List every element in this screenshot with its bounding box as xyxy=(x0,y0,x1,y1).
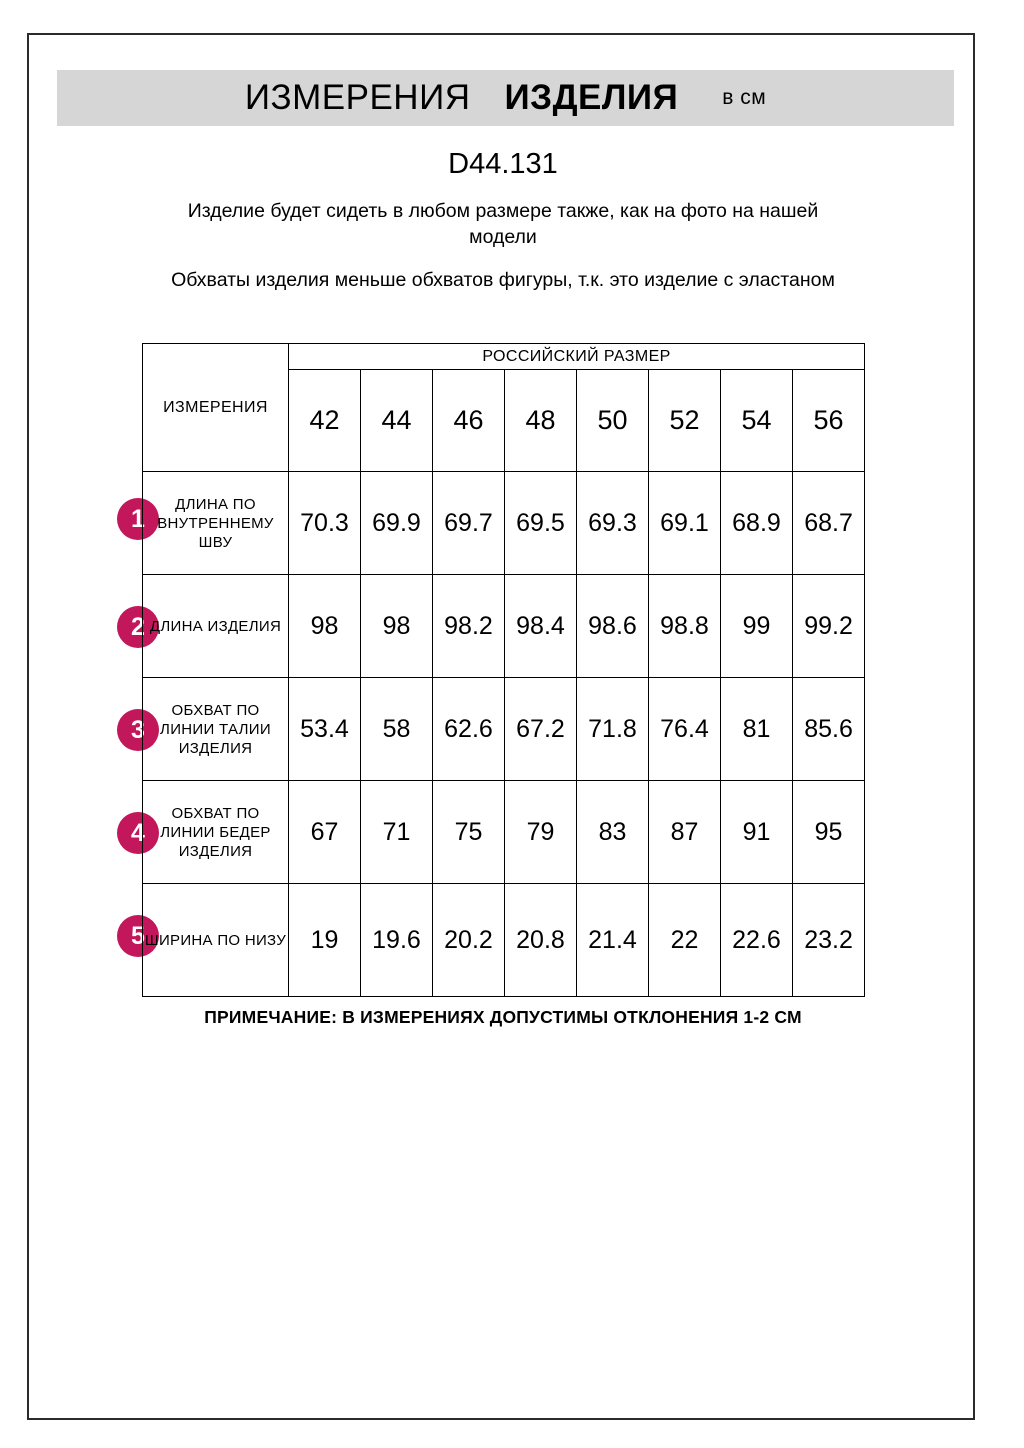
cell-r1-c48: 69.5 xyxy=(505,472,577,575)
row-label-inseam-length: ДЛИНА ПО ВНУТРЕННЕМУ ШВУ xyxy=(143,472,289,575)
cell-r3-c56: 85.6 xyxy=(793,678,865,781)
cell-r4-c52: 87 xyxy=(649,781,721,884)
cell-r2-c42: 98 xyxy=(289,575,361,678)
cell-r3-c46: 62.6 xyxy=(433,678,505,781)
page-frame xyxy=(27,33,975,1420)
table-row xyxy=(143,884,865,997)
product-code: D44.131 xyxy=(448,148,558,180)
cell-r3-c54: 81 xyxy=(721,678,793,781)
note-fit: Изделие будет сидеть в любом размере также, как на фото на нашей модели xyxy=(187,200,819,248)
size-table xyxy=(142,343,865,997)
cell-r1-c44: 69.9 xyxy=(361,472,433,575)
cell-r4-c50: 83 xyxy=(577,781,649,884)
cell-r2-c48: 98.4 xyxy=(505,575,577,678)
cell-r5-c44: 19.6 xyxy=(361,884,433,997)
page-title-secondary: ИЗДЕЛИЯ xyxy=(504,78,679,117)
row-label-hip-girth: ОБХВАТ ПО ЛИНИИ БЕДЕР ИЗДЕЛИЯ xyxy=(143,781,289,884)
cell-r4-c54: 91 xyxy=(721,781,793,884)
row-badge-2: 2 xyxy=(117,606,159,648)
table-row xyxy=(143,472,865,575)
size-header-48: 48 xyxy=(505,370,577,472)
cell-r4-c56: 95 xyxy=(793,781,865,884)
cell-r3-c50: 71.8 xyxy=(577,678,649,781)
row-badge-4: 4 xyxy=(117,812,159,854)
cell-r2-c52: 98.8 xyxy=(649,575,721,678)
cell-r3-c48: 67.2 xyxy=(505,678,577,781)
footer-note: ПРИМЕЧАНИЕ: В ИЗМЕРЕНИЯХ ДОПУСТИМЫ ОТКЛОНЕНИЯ 1-2 СМ xyxy=(204,1007,802,1027)
note-elastane: Обхваты изделия меньше обхватов фигуры, т.к. это изделие с эластаном xyxy=(171,269,835,291)
page-title-primary: ИЗМЕРЕНИЯ xyxy=(244,78,471,117)
cell-r1-c54: 68.9 xyxy=(721,472,793,575)
cell-r5-c50: 21.4 xyxy=(577,884,649,997)
cell-r2-c46: 98.2 xyxy=(433,575,505,678)
size-header-50: 50 xyxy=(577,370,649,472)
group-header-russian-size: РОССИЙСКИЙ РАЗМЕР xyxy=(289,344,865,370)
size-header-52: 52 xyxy=(649,370,721,472)
row-label-bottom-width: ШИРИНА ПО НИЗУ xyxy=(143,884,289,997)
row-label-product-length: ДЛИНА ИЗДЕЛИЯ xyxy=(143,575,289,678)
size-header-44: 44 xyxy=(361,370,433,472)
cell-r5-c46: 20.2 xyxy=(433,884,505,997)
cell-r2-c50: 98.6 xyxy=(577,575,649,678)
cell-r5-c52: 22 xyxy=(649,884,721,997)
cell-r3-c44: 58 xyxy=(361,678,433,781)
cell-r5-c54: 22.6 xyxy=(721,884,793,997)
cell-r4-c48: 79 xyxy=(505,781,577,884)
row-label-waist-girth: ОБХВАТ ПО ЛИНИИ ТАЛИИ ИЗДЕЛИЯ xyxy=(143,678,289,781)
size-header-42: 42 xyxy=(289,370,361,472)
cell-r5-c56: 23.2 xyxy=(793,884,865,997)
table-row xyxy=(143,678,865,781)
cell-r1-c46: 69.7 xyxy=(433,472,505,575)
cell-r2-c44: 98 xyxy=(361,575,433,678)
row-badge-5: 5 xyxy=(117,915,159,957)
table-row xyxy=(143,781,865,884)
cell-r3-c42: 53.4 xyxy=(289,678,361,781)
cell-r2-c54: 99 xyxy=(721,575,793,678)
size-header-54: 54 xyxy=(721,370,793,472)
cell-r2-c56: 99.2 xyxy=(793,575,865,678)
table-row xyxy=(143,575,865,678)
unit-label: в см xyxy=(722,86,767,109)
cell-r3-c52: 76.4 xyxy=(649,678,721,781)
size-header-46: 46 xyxy=(433,370,505,472)
cell-r4-c44: 71 xyxy=(361,781,433,884)
cell-r4-c46: 75 xyxy=(433,781,505,884)
cell-r1-c50: 69.3 xyxy=(577,472,649,575)
cell-r1-c42: 70.3 xyxy=(289,472,361,575)
size-header-56: 56 xyxy=(793,370,865,472)
row-badge-3: 3 xyxy=(117,709,159,751)
measure-column-header: ИЗМЕРЕНИЯ xyxy=(143,344,289,472)
row-badge-1: 1 xyxy=(117,498,159,540)
cell-r1-c56: 68.7 xyxy=(793,472,865,575)
cell-r5-c42: 19 xyxy=(289,884,361,997)
cell-r4-c42: 67 xyxy=(289,781,361,884)
title-band xyxy=(57,70,954,126)
size-table-container xyxy=(142,343,864,997)
table-group-header-row xyxy=(143,344,865,370)
cell-r1-c52: 69.1 xyxy=(649,472,721,575)
cell-r5-c48: 20.8 xyxy=(505,884,577,997)
